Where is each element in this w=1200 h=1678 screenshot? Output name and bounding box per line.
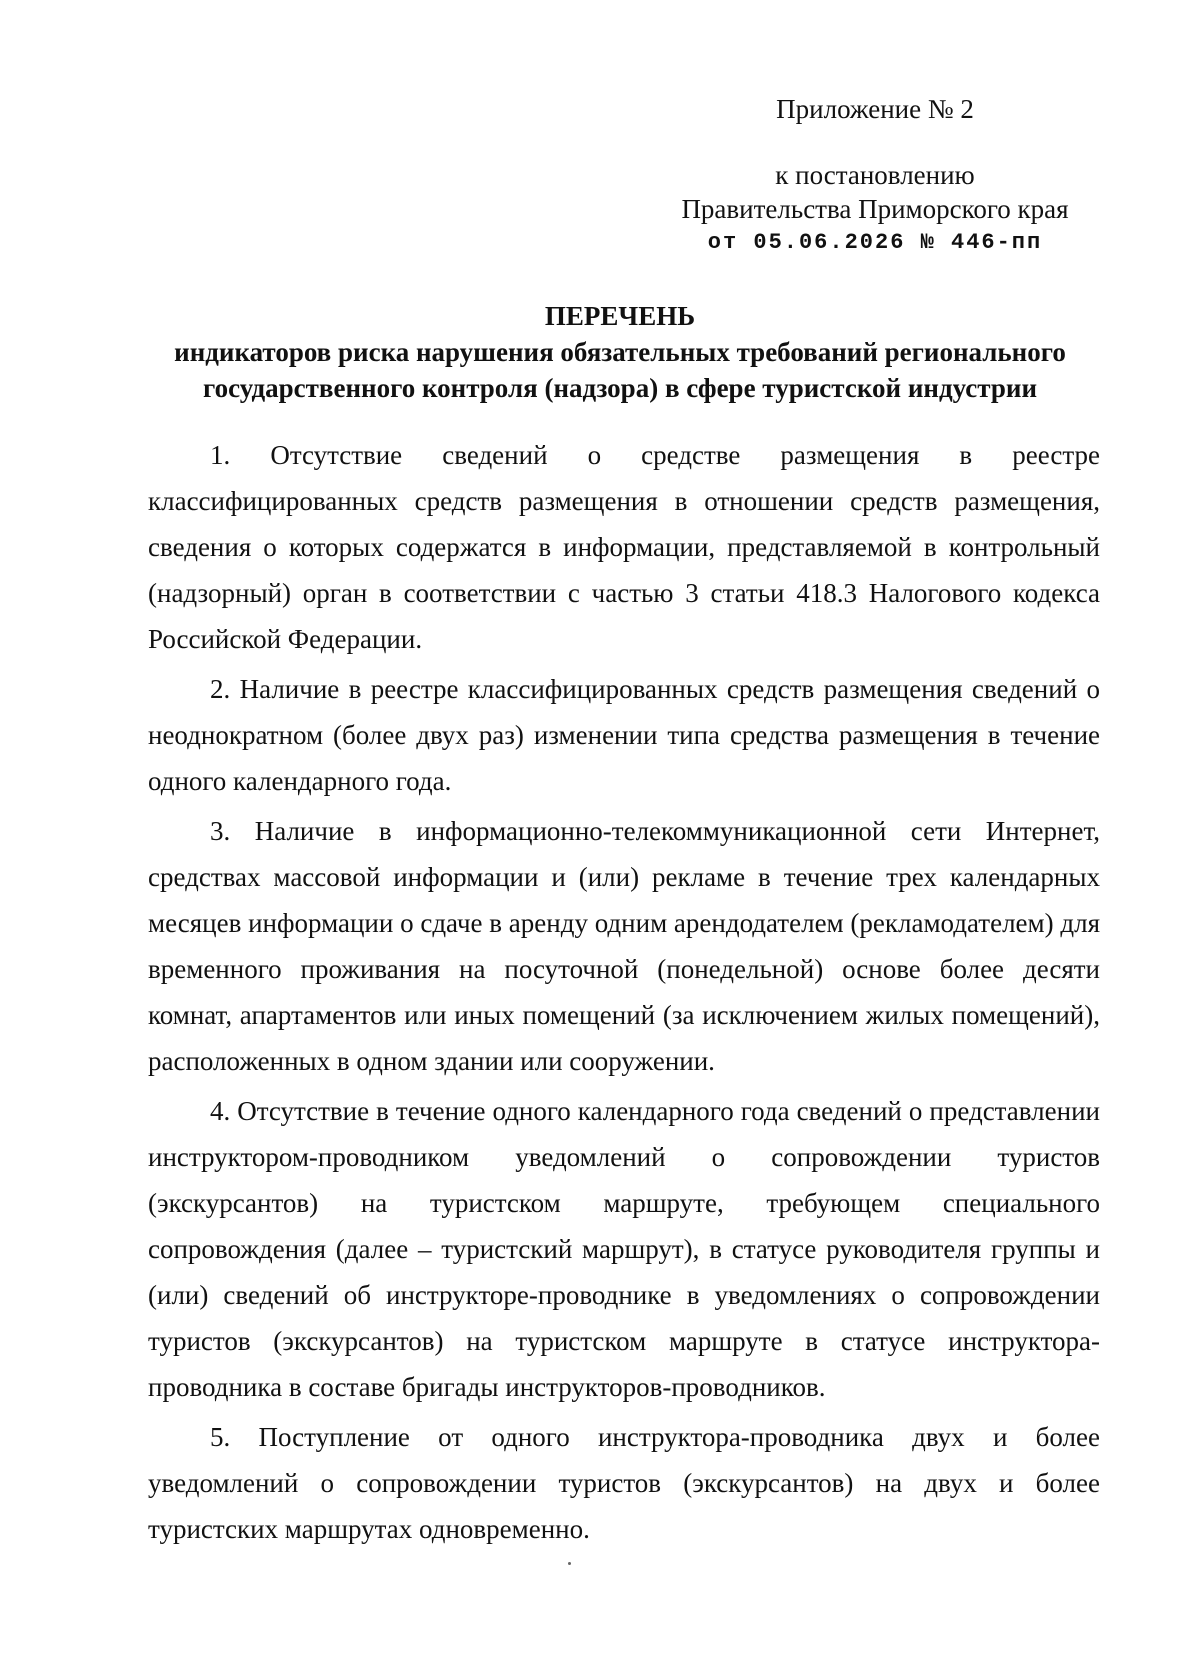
- annex-line-government: Правительства Приморского края: [681, 194, 1069, 224]
- annex-block: [655, 92, 1095, 260]
- heading-subtitle-line-2: государственного контроля (надзора) в сфере туристской индустрии: [202, 373, 1038, 403]
- document-heading: [140, 298, 1100, 406]
- list-item-3: 3. Наличие в информационно-телекоммуникационной сети Интернет, средствах массовой информации и (или) рекламе в течение трех календарных месяцев информации о сдаче в аренду одним арендодателем (рекламодателем) для временного проживания на посуточной (понедельной) основе более десяти комнат, апартаментов или иных помещений (за исключением жилых помещений), расположенных в одном здании или сооружении.: [148, 816, 1100, 1076]
- list-item-2: 2. Наличие в реестре классифицированных средств размещения сведений о неоднократном (более двух раз) изменении типа средства размещения в течение одного календарного года.: [148, 674, 1100, 796]
- heading-subtitle-line-1: индикаторов риска нарушения обязательных требований регионального: [174, 337, 1066, 367]
- annex-line-resolution: к постановлению: [775, 160, 975, 190]
- list-item-1: 1. Отсутствие сведений о средстве размещения в реестре классифицированных средств размещения в отношении средств размещения, сведения о которых содержатся в информации, представляемой в контрольный (надзорный) орган в соответствии с частью 3 статьи 418.3 Налогового кодекса Российской Федерации.: [148, 440, 1100, 654]
- scan-speck: [568, 1562, 571, 1565]
- annex-title: Приложение № 2: [776, 94, 974, 124]
- document-body: [148, 432, 1100, 1552]
- list-item-4: 4. Отсутствие в течение одного календарного года сведений о представлении инструктором-проводником уведомлений о сопровождении туристов (экскурсантов) на туристском маршруте, требующем специального сопровождения (далее – туристский маршрут), в статусе руководителя группы и (или) сведений об инструкторе-проводнике в уведомлениях о сопровождении туристов (экскурсантов) на туристском маршруте в статусе инструктора-проводника в составе бригады инструкторов-проводников.: [148, 1096, 1100, 1402]
- annex-date-number-stamp: от 05.06.2026 № 446-пп: [707, 230, 1043, 255]
- heading-title: ПЕРЕЧЕНЬ: [544, 301, 696, 331]
- list-item-5: 5. Поступление от одного инструктора-проводника двух и более уведомлений о сопровождении туристов (экскурсантов) на двух и более туристских маршрутах одновременно.: [148, 1422, 1100, 1544]
